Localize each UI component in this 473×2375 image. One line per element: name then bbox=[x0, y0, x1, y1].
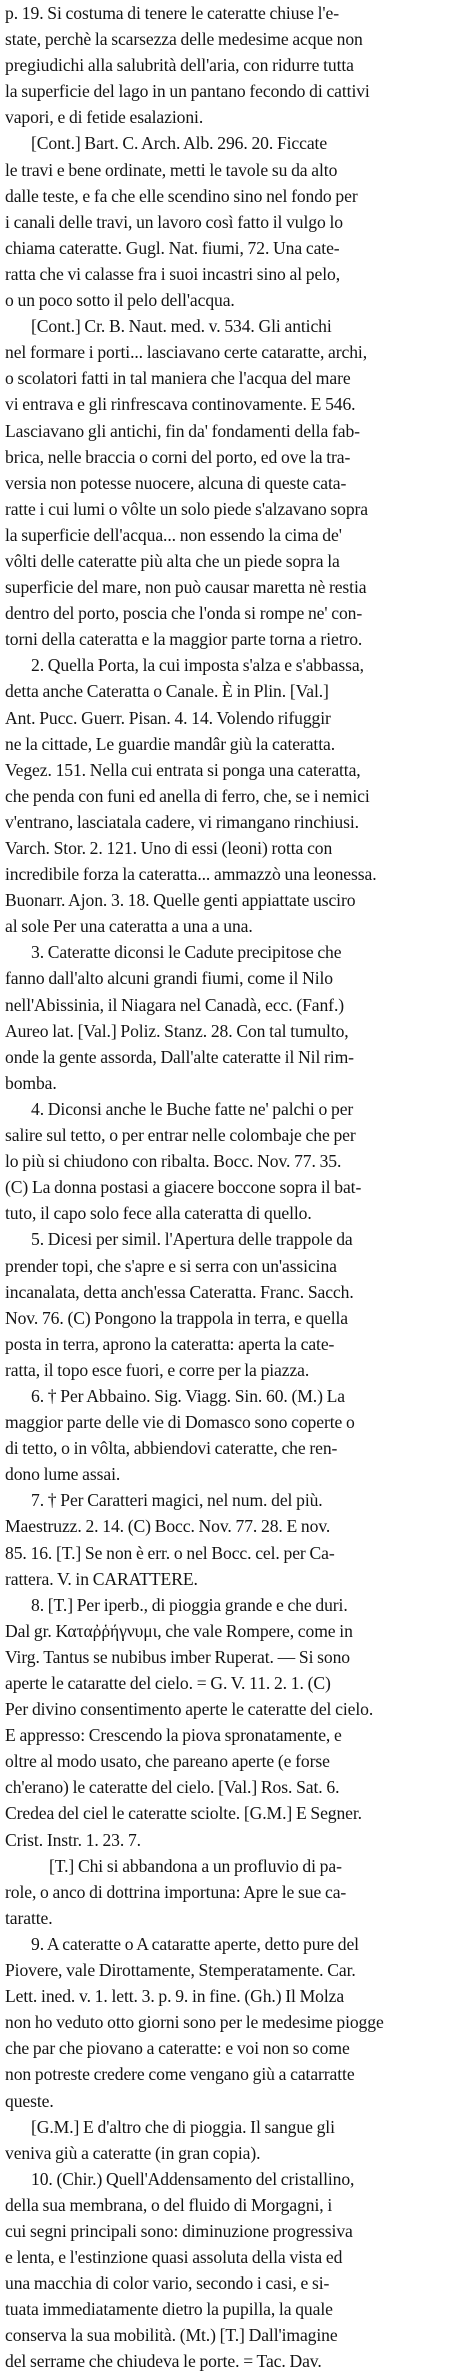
entry-sense-8: 8. [T.] Per iperb., di pioggia grande e che duri. Dal gr. Καταῤῥήγνυμι, che vale Rompere, come in Virg. Tantus se nubibus imber Ruperat. — Si sono aperte le cataratte del cielo. = G. V. 11. 2. 1. (C) Per divino consentimento aperte le cateratte del cielo. E appresso: Crescendo la piova spronatamente, e oltre al modo usato, che pareano aperte (e forse ch'erano) le cateratte del cielo. [Val.] Ros. Sat. 6. Credea del ciel le cateratte sciolte. [G.M.] E Segner. Crist. Instr. 1. 23. 7. bbox=[5, 1594, 374, 1850]
entry-sense-10: 10. (Chir.) Quell'Addensamento del cristallino, della sua membrana, o del fluido di Morgagni, i cui segni principali sono: diminuzione progressiva e lenta, e l'estinzione quasi assoluta della vista ed una macchia di color vario, secondo i casi, e si- tuata immediatamente dietro la pupilla, la quale conserva la sua mobilità. (Mt.) [T.] Dall'imagine del serrame che chiudeva le porte. = Tac. Dav. bbox=[5, 2168, 355, 2372]
entry-sense-9-blood: [G.M.] E d'altro che di pioggia. Il sangue gli veniva giù a cateratte (in gran copia). bbox=[5, 2116, 335, 2163]
entry-citation-bart: [Cont.] Bart. C. Arch. Alb. 296. 20. Ficcate le travi e bene ordinate, metti le tavole su da alto dalle teste, e fa che elle scendino sino nel fondo per i canali delle travi, un lavoro così fatto il vulgo lo chiama cateratte. Gugl. Nat. fiumi, 72. Una cate- ratta che vi calasse fra i suoi incastri sino al pelo, o un poco sotto il pelo dell'acqua. bbox=[5, 133, 358, 311]
entry-sense-7: 7. † Per Caratteri magici, nel num. del più. Maestruzz. 2. 14. (C) Bocc. Nov. 77. 28. E nov. 85. 16. [T.] Se non è err. o nel Bocc. cel. per Ca- rattera. V. in CARATTERE. bbox=[5, 1490, 335, 1589]
entry-sense-6: 6. † Per Abbaino. Sig. Viagg. Sin. 60. (M.) La maggior parte delle vie di Domasco sono coperte o di tetto, o in vôlta, abbiendovi cateratte, che ren- dono lume assai. bbox=[5, 1385, 355, 1485]
entry-sense-3: 3. Cateratte diconsi le Cadute precipitose che fanno dall'alto alcuni grandi fiumi, come il Nilo nell'Abissinia, il Niagara nel Canadà, ecc. (Fanf.) Aureo lat. [Val.] Poliz. Stanz. 28. Con tal tumulto, onde la gente assorda, Dall'alte cateratte il Nil rim- bomba. bbox=[5, 942, 354, 1093]
entry-sense-4: 4. Diconsi anche le Buche fatte ne' palchi o per salire sul tetto, o per entrar nelle colombaje che per lo più si chiudono con ribalta. Bocc. Nov. 77. 35. (C) La donna postasi a giacere boccone sopra il bat- tuto, il capo solo fece alla cateratta di quello. bbox=[5, 1098, 362, 1224]
dictionary-column bbox=[5, 0, 468, 2375]
entry-paragraph-p19: p. 19. Si costuma di tenere le cateratte chiuse l'e- state, perchè la scarsezza delle medesime acque non pregiudichi alla salubrità dell'aria, con ridurre tutta la superficie del lago in un pantano fecondo di cattivi vapori, e di fetide esalazioni. bbox=[5, 3, 370, 128]
entry-sense-2: 2. Quella Porta, la cui imposta s'alza e s'abbassa, detta anche Cateratta o Canale. È in Plin. [Val.] Ant. Pucc. Guerr. Pisan. 4. 14. Volendo rifuggir ne la cittade, Le guardie mandâr giù la cateratta. Vegez. 151. Nella cui entrata si ponga una cateratta, che penda con funi ed anella di ferro, che, se i nemici v'entrano, lasciatala cadere, vi rimangano rinchiusi. Varch. Stor. 2. 121. Uno di essi (leoni) rotta con incredibile forza la cateratta... ammazzò una leonessa. Buonarr. Ajon. 3. 18. Quelle genti appiattate usciro al sole Per una cateratta a una a una. bbox=[5, 655, 377, 937]
entry-citation-cr: [Cont.] Cr. B. Naut. med. v. 534. Gli antichi nel formare i porti... lasciavano certe cataratte, archi, o scolatori fatti in tal maniera che l'acqua del mare vi entrava e gli rinfrescava continovamente. E 546. Lasciavano gli antichi, fin da' fondamenti della fab- brica, nelle braccia o corni del porto, ed ove la tra- versia non potesse nuocere, alcuna di queste cata- ratte i cui lumi o vôlte un solo piede s'alzavano sopra la superficie dell'acqua... non essendo la cima de' vôlti delle cateratte più alta che un piede sopra la superficie del mare, non può causar maretta nè restia dentro del porto, poscia che l'onda si rompe ne' con- torni della cateratta e la maggior parte torna a rietro. bbox=[5, 316, 369, 650]
entry-sense-5: 5. Dicesi per simil. l'Apertura delle trappole da prender topi, che s'apre e si serra con un'assicina incanalata, detta anch'essa Cateratta. Franc. Sacch. Nov. 76. (C) Pongono la trappola in terra, e quella posta in terra, aprono la cateratta: aperta la cate- ratta, il topo esce fuori, e corre per la piazza. bbox=[5, 1229, 354, 1380]
entry-sense-9: 9. A cateratte o A cataratte aperte, detto pure del Piovere, vale Dirottamente, Stemperatamente. Car. Lett. ined. v. 1. lett. 3. p. 9. in fine. (Gh.) Il Molza non ho veduto otto giorni sono per le medesime piogge che par che piovano a cateratte: e voi non so come non potreste credere come vengano giù a catarratte queste. bbox=[5, 1933, 384, 2111]
entry-sense-8-figurative: [T.] Chi si abbandona a un profluvio di pa- role, o anco di dottrina importuna: Apre le sue ca- taratte. bbox=[5, 1855, 347, 1928]
